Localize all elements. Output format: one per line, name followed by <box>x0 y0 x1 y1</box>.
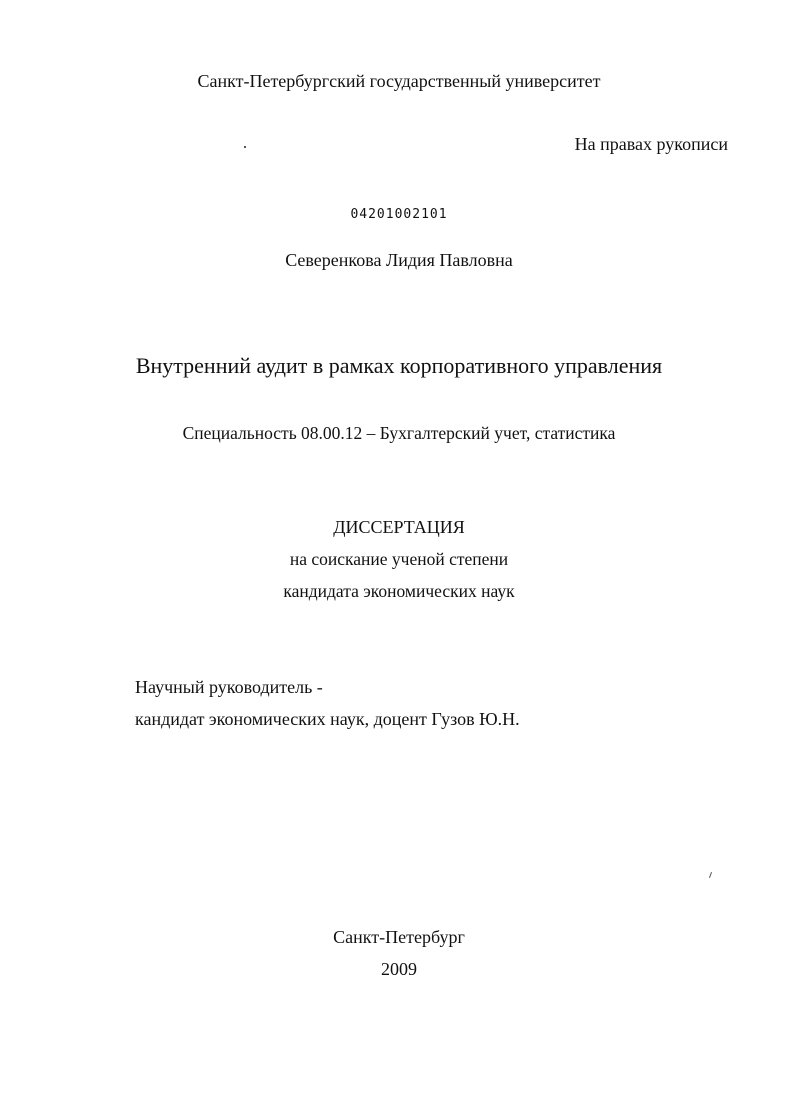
year: 2009 <box>381 959 417 979</box>
thesis-title: Внутренний аудит в рамках корпоративного управления <box>135 353 663 378</box>
city: Санкт-Петербург <box>333 927 465 947</box>
supervisor-label: Научный руководитель - <box>135 677 323 697</box>
degree-line-2: кандидата экономических наук <box>283 581 515 601</box>
scan-mark <box>709 872 712 878</box>
degree-line-1: на соискание ученой степени <box>289 549 509 569</box>
university-name: Санкт-Петербургский государственный университет <box>197 71 601 91</box>
specialty-line: Специальность 08.00.12 – Бухгалтерский учет, статистика <box>182 423 616 443</box>
manuscript-rights-note: На правах рукописи <box>574 134 728 154</box>
scan-speck <box>244 146 246 148</box>
document-code: 04201002101 <box>350 207 448 222</box>
document-type: ДИССЕРТАЦИЯ <box>333 517 465 537</box>
supervisor-name: кандидат экономических наук, доцент Гузов Ю.Н. <box>135 709 520 729</box>
author-name: Северенкова Лидия Павловна <box>285 250 513 270</box>
